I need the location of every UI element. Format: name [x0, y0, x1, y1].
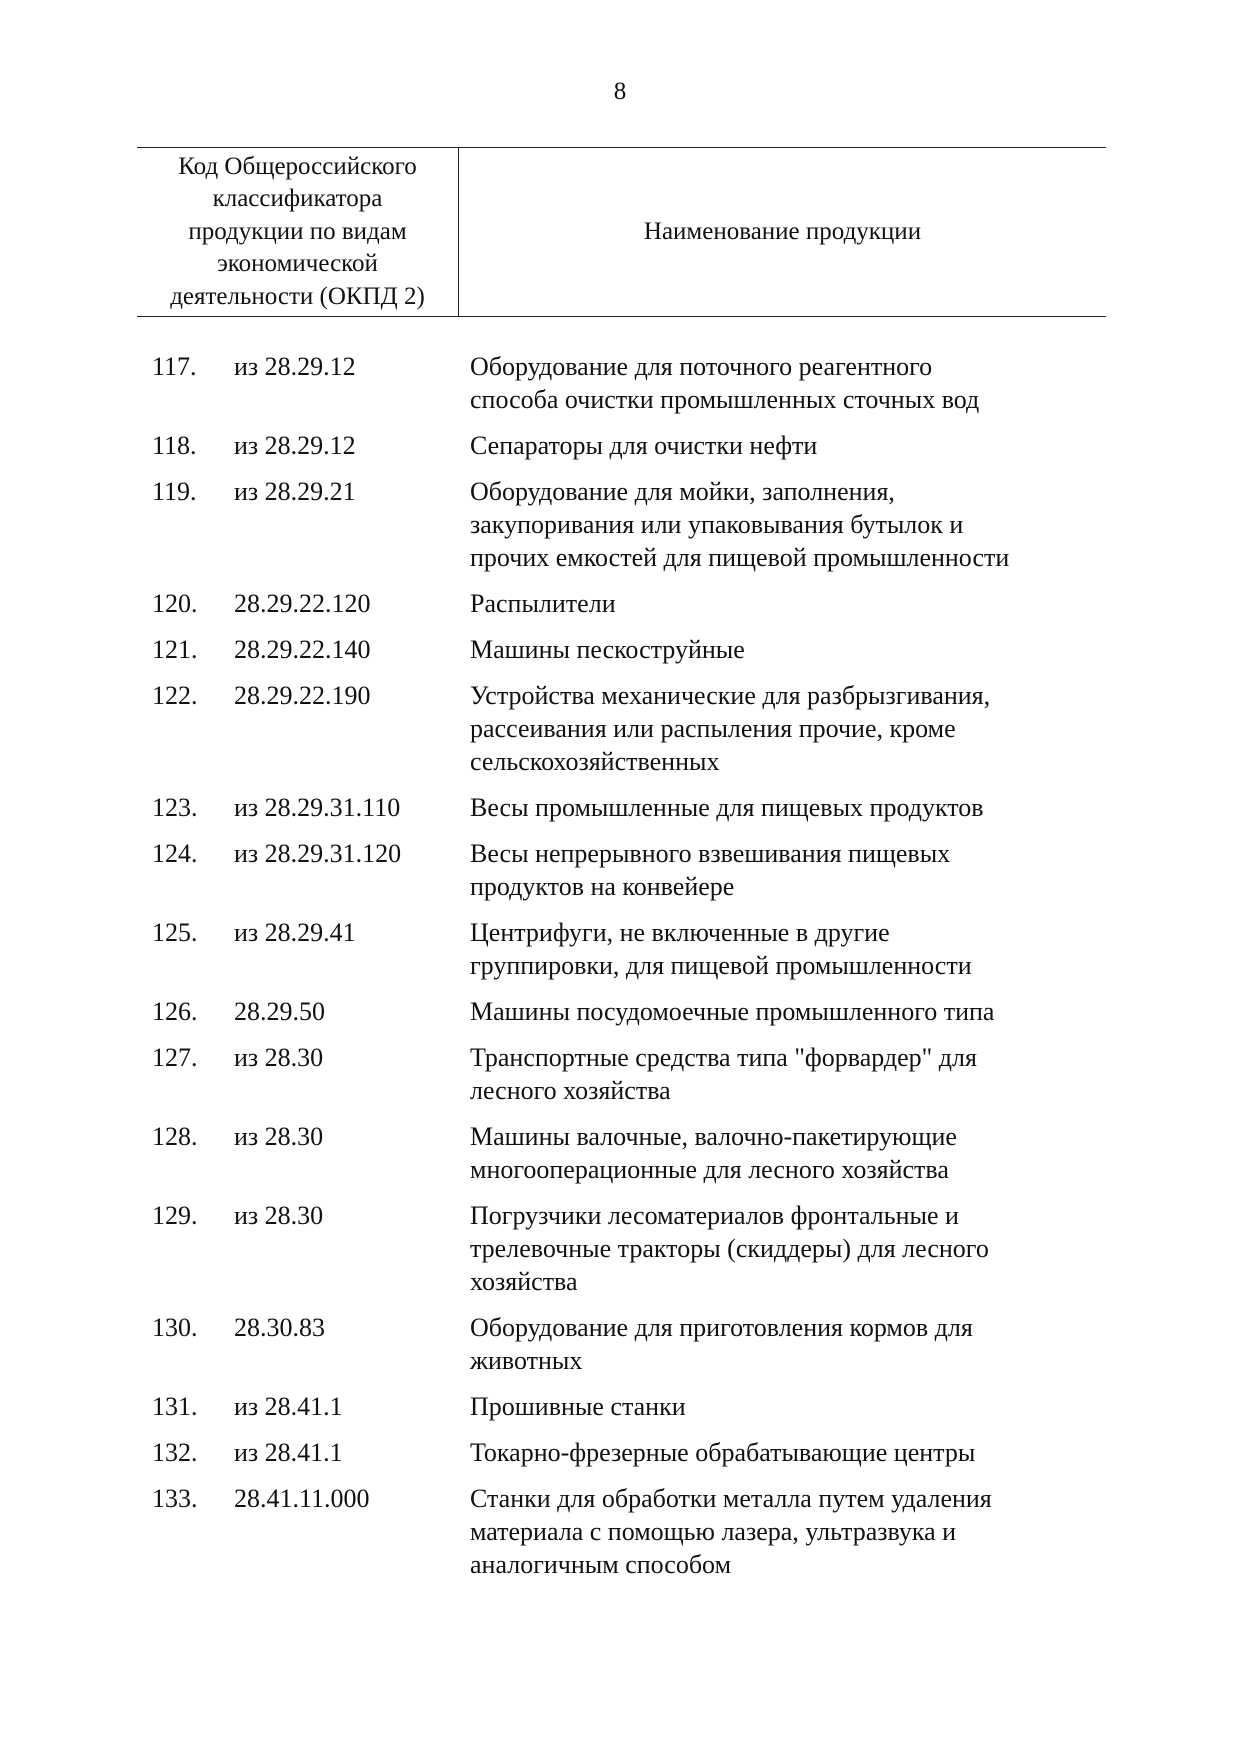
row-okpd-code: 28.41.11.000 — [234, 1484, 370, 1513]
table-header — [137, 147, 1106, 317]
row-product-name: Оборудование для мойки, заполнения, закупоривания или упаковывания бутылок и прочих емкостей для пищевой промышленности — [470, 477, 1010, 572]
row-okpd-code: 28.30.83 — [234, 1313, 325, 1342]
row-okpd-code: из 28.30 — [234, 1122, 324, 1151]
row-okpd-code: из 28.29.41 — [234, 918, 356, 947]
table-row — [152, 1436, 1102, 1469]
row-number: 125. — [152, 918, 198, 947]
row-number: 131. — [152, 1392, 198, 1421]
row-okpd-code: из 28.30 — [234, 1043, 324, 1072]
table-row — [152, 1482, 1102, 1581]
header-code-label: Код Общероссийского классификатора продукции по видам экономической деятельности (ОКПД 2) — [170, 152, 425, 310]
row-product-name: Прошивные станки — [470, 1392, 686, 1421]
row-okpd-code: из 28.41.1 — [234, 1438, 343, 1467]
row-okpd-code: 28.29.50 — [234, 997, 325, 1026]
row-product-name: Станки для обработки металла путем удаления материала с помощью лазера, ультразвука и аналогичным способом — [470, 1484, 992, 1579]
row-product-name: Сепараторы для очистки нефти — [470, 431, 818, 460]
row-okpd-code: из 28.29.12 — [234, 352, 356, 381]
row-product-name: Погрузчики лесоматериалов фронтальные и трелевочные тракторы (скиддеры) для лесного хозяйства — [470, 1201, 989, 1296]
row-okpd-code: из 28.29.21 — [234, 477, 356, 506]
row-okpd-code: из 28.30 — [234, 1201, 324, 1230]
table-row — [152, 429, 1102, 462]
row-number: 132. — [152, 1438, 198, 1467]
row-number: 130. — [152, 1313, 198, 1342]
table-row — [152, 633, 1102, 666]
table-row — [152, 1199, 1102, 1298]
page-number: 8 — [613, 78, 627, 105]
row-product-name: Весы непрерывного взвешивания пищевых продуктов на конвейере — [470, 839, 951, 901]
row-okpd-code: из 28.29.12 — [234, 431, 356, 460]
row-product-name: Транспортные средства типа "форвардер" для лесного хозяйства — [470, 1043, 977, 1105]
row-number: 120. — [152, 589, 198, 618]
table-row — [152, 679, 1102, 778]
row-number: 123. — [152, 793, 198, 822]
header-code-column — [137, 148, 459, 316]
table-row — [152, 1311, 1102, 1377]
row-number: 129. — [152, 1201, 198, 1230]
table-row — [152, 475, 1102, 574]
row-product-name: Оборудование для приготовления кормов для животных — [470, 1313, 973, 1375]
row-product-name: Машины валочные, валочно-пакетирующие многооперационные для лесного хозяйства — [470, 1122, 957, 1184]
row-number: 133. — [152, 1484, 198, 1513]
row-product-name: Машины пескоструйные — [470, 635, 745, 664]
table-row — [152, 995, 1102, 1028]
product-table-body — [152, 350, 1102, 1594]
row-product-name: Устройства механические для разбрызгивания, рассеивания или распыления прочие, кроме сельскохозяйственных — [470, 681, 991, 776]
row-okpd-code: 28.29.22.140 — [234, 635, 371, 664]
row-product-name: Оборудование для поточного реагентного способа очистки промышленных сточных вод — [470, 352, 980, 414]
row-number: 122. — [152, 681, 198, 710]
row-product-name: Машины посудомоечные промышленного типа — [470, 997, 995, 1026]
table-row — [152, 1041, 1102, 1107]
table-row — [152, 1390, 1102, 1423]
row-number: 126. — [152, 997, 198, 1026]
header-name-column — [459, 148, 1106, 316]
row-number: 121. — [152, 635, 198, 664]
header-name-label: Наименование продукции — [643, 218, 922, 245]
row-number: 124. — [152, 839, 198, 868]
row-number: 119. — [152, 477, 197, 506]
row-okpd-code: 28.29.22.190 — [234, 681, 371, 710]
row-okpd-code: из 28.29.31.120 — [234, 839, 402, 868]
table-row — [152, 350, 1102, 416]
row-product-name: Распылители — [470, 589, 616, 618]
row-number: 128. — [152, 1122, 198, 1151]
row-number: 127. — [152, 1043, 198, 1072]
table-row — [152, 1120, 1102, 1186]
table-row — [152, 916, 1102, 982]
row-okpd-code: из 28.41.1 — [234, 1392, 343, 1421]
table-row — [152, 837, 1102, 903]
row-number: 117. — [152, 352, 197, 381]
row-product-name: Токарно-фрезерные обрабатывающие центры — [470, 1438, 976, 1467]
row-okpd-code: 28.29.22.120 — [234, 589, 371, 618]
table-row — [152, 587, 1102, 620]
row-number: 118. — [152, 431, 197, 460]
table-row — [152, 791, 1102, 824]
row-product-name: Центрифуги, не включенные в другие группировки, для пищевой промышленности — [470, 918, 972, 980]
row-product-name: Весы промышленные для пищевых продуктов — [470, 793, 984, 822]
row-okpd-code: из 28.29.31.110 — [234, 793, 401, 822]
